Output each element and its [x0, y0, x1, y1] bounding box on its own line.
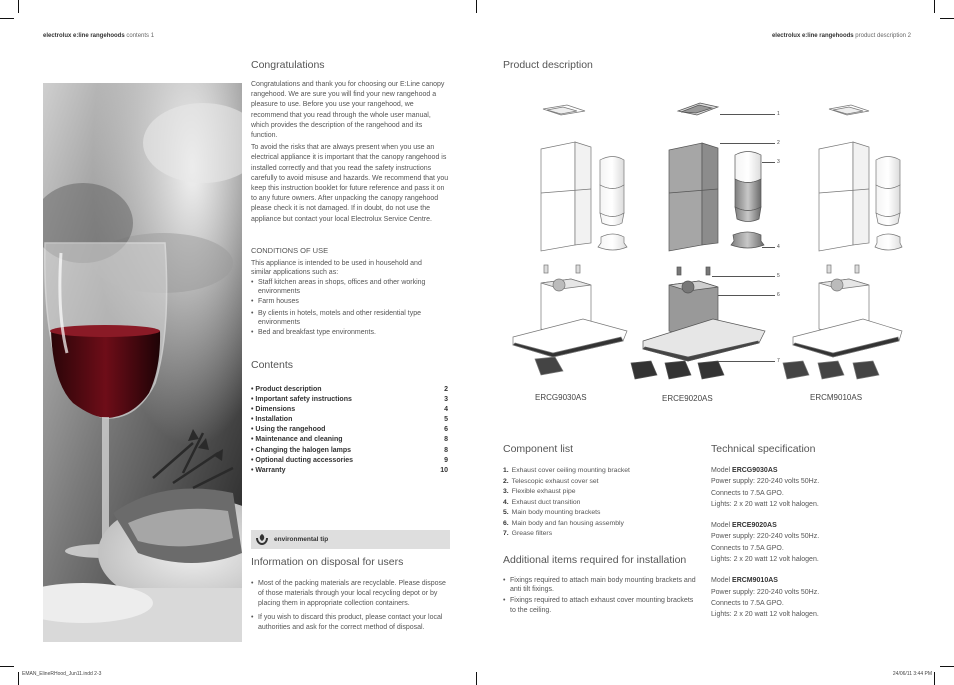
disposal-title: Information on disposal for users	[251, 556, 404, 568]
callout-leader	[718, 295, 775, 296]
crop-mark	[0, 18, 14, 19]
environmental-tip-bar	[251, 530, 450, 549]
conditions-heading: CONDITIONS OF USE	[251, 246, 329, 255]
model-name-ercg9030as: ERCG9030AS	[535, 393, 587, 402]
contents-row-warranty[interactable]: • Warranty 10	[251, 466, 448, 476]
callout-1: 1	[777, 111, 780, 117]
spec-block-ercg9030as: Model ERCG9030AS Power supply: 220-240 volts 50Hz. Connects to 7.5A GPO. Lights: 2 x 20 watt 12 volt halogen.	[711, 467, 820, 508]
wine-food-photo	[43, 83, 242, 642]
callout-7: 7	[777, 358, 780, 364]
hood-ercg9030as-parts	[513, 105, 627, 375]
list-item: • If you wish to discard this product, please contact your local authorities and ask for the correct method of disposal.	[251, 613, 453, 633]
list-item: 6. Main body and fan housing assembly	[503, 519, 624, 527]
list-item: 2. Telescopic exhaust cover set	[503, 477, 599, 485]
contents-row-product-description[interactable]: • Product description 2	[251, 385, 448, 395]
spec-model: ERCM9010AS	[732, 577, 778, 585]
component-list-title: Component list	[503, 443, 574, 455]
contents-row-maintenance[interactable]: • Maintenance and cleaning 8	[251, 435, 448, 445]
crop-mark	[0, 666, 14, 667]
left-header-brand: electrolux e:line rangehoods	[43, 33, 125, 39]
contents-list	[251, 385, 448, 476]
callout-5: 5	[777, 273, 780, 279]
spec-block-ercm9010as: Model ERCM9010AS Power supply: 220-240 volts 50Hz. Connects to 7.5A GPO. Lights: 2 x 20 watt 12 volt halogen.	[711, 577, 820, 619]
callout-3: 3	[777, 159, 780, 165]
print-slug-date: 24/06/11 3:44 PM	[892, 671, 932, 677]
component-list	[503, 466, 693, 540]
list-item: • Most of the packing materials are recyclable. Please dispose of those materials through your local recycling depot or by placing them in appropriate collection containers.	[251, 579, 453, 610]
model-name-erce9020as: ERCE9020AS	[662, 394, 713, 403]
crop-mark	[934, 672, 935, 685]
additional-items-list	[503, 576, 701, 615]
list-item: 1. Exhaust cover ceiling mounting bracket	[503, 467, 630, 474]
technical-spec-blocks	[711, 465, 911, 631]
conditions-intro: This appliance is intended to be used in household and similar applications such as:	[251, 260, 422, 277]
contents-row-dimensions[interactable]: • Dimensions 4	[251, 405, 448, 415]
crop-mark	[940, 18, 954, 19]
callout-4: 4	[777, 244, 780, 250]
left-header-section: contents 1	[126, 33, 155, 39]
print-slug-file: EMAN_ElineRHood_Jun11.indd 2-3	[22, 671, 102, 677]
list-item: 7. Grease filters	[503, 530, 553, 537]
contents-row-using-rangehood[interactable]: • Using the rangehood 6	[251, 425, 448, 435]
spec-model: ERCE9020AS	[732, 522, 777, 530]
contents-row-installation[interactable]: • Installation 5	[251, 415, 448, 425]
crop-mark	[940, 666, 954, 667]
crop-mark	[18, 0, 19, 13]
environmental-tip-label: environmental tip	[274, 536, 329, 543]
list-item: 4. Exhaust duct transition	[503, 498, 581, 506]
contents-row-safety-instructions[interactable]: • Important safety instructions 3	[251, 395, 448, 405]
contents-row-halogen-lamps[interactable]: • Changing the halogen lamps 8	[251, 446, 448, 456]
right-header-section: product description 2	[855, 33, 911, 39]
callout-6: 6	[777, 292, 780, 298]
technical-spec-title: Technical specification	[711, 443, 816, 455]
contents-title: Contents	[251, 359, 294, 371]
callout-2: 2	[777, 140, 780, 146]
product-description-title: Product description	[503, 59, 593, 71]
list-item: • Fixings required to attach exhaust cover mounting brackets to the ceiling.	[503, 596, 701, 614]
callout-leader	[720, 114, 775, 115]
model-name-ercm9010as: ERCM9010AS	[810, 393, 863, 402]
list-item: 3. Flexible exhaust pipe	[503, 488, 576, 495]
congratulations-paragraph: Congratulations and thank you for choosing our E:Line canopy rangehood. We are sure you will find your new rangehood a pleasure to use. Before you use your rangehood, we recommend that you read through the whole user manual, which provides the description of the rangehood and its function.	[251, 81, 445, 140]
callout-leader	[720, 143, 775, 144]
callout-leader	[712, 276, 775, 277]
leaf-hands-icon	[255, 533, 269, 546]
list-item: • Bed and breakfast type environments.	[251, 328, 441, 337]
conditions-of-use	[251, 246, 441, 337]
exploded-parts-diagram	[503, 95, 903, 390]
crop-mark	[476, 0, 477, 13]
spec-model: ERCG9030AS	[732, 467, 778, 474]
conditions-list	[251, 278, 441, 337]
list-item: 5. Main body mounting brackets	[503, 509, 601, 516]
right-header-brand: electrolux e:line rangehoods	[771, 33, 854, 39]
list-item: • Fixings required to attach main body mounting brackets and anti tilt fixings.	[503, 576, 701, 594]
crop-mark	[18, 672, 19, 685]
hood-erce9020as-parts	[631, 103, 765, 379]
callout-leader	[718, 361, 775, 362]
right-page-header	[772, 33, 911, 39]
additional-items-title: Additional items required for installation	[503, 554, 687, 566]
callout-leader	[762, 162, 775, 163]
safety-paragraph: To avoid the risks that are always present when you use an electrical appliance it is important that the canopy rangehood is installed correctly and that you read the safety instructions carefully to avoid misuse and hazards. We recommend that you keep this instruction booklet for future reference and pass it on to any future owners. After unpacking the canopy rangehood please check it is not damaged. If in doubt, do not use the appliance but contact your local Electrolux Service Centre.	[251, 144, 449, 223]
contents-row-ducting-accessories[interactable]: • Optional ducting accessories 9	[251, 456, 448, 466]
disposal-list	[251, 579, 453, 633]
list-item: • Farm houses	[251, 297, 441, 306]
list-item: • Staff kitchen areas in shops, offices and other working environments	[251, 278, 441, 296]
callout-leader	[762, 247, 775, 248]
crop-mark	[934, 0, 935, 13]
left-page-header	[43, 33, 154, 39]
congratulations-title: Congratulations	[251, 59, 325, 71]
crop-mark	[476, 672, 477, 685]
list-item: • By clients in hotels, motels and other residential type environments	[251, 309, 441, 327]
spec-block-erce9020as: Model ERCE9020AS Power supply: 220-240 volts 50Hz. Connects to 7.5A GPO. Lights: 2 x 20 watt 12 volt halogen.	[711, 522, 820, 564]
congratulations-body	[251, 80, 450, 227]
hood-ercm9010as-parts	[783, 105, 902, 379]
